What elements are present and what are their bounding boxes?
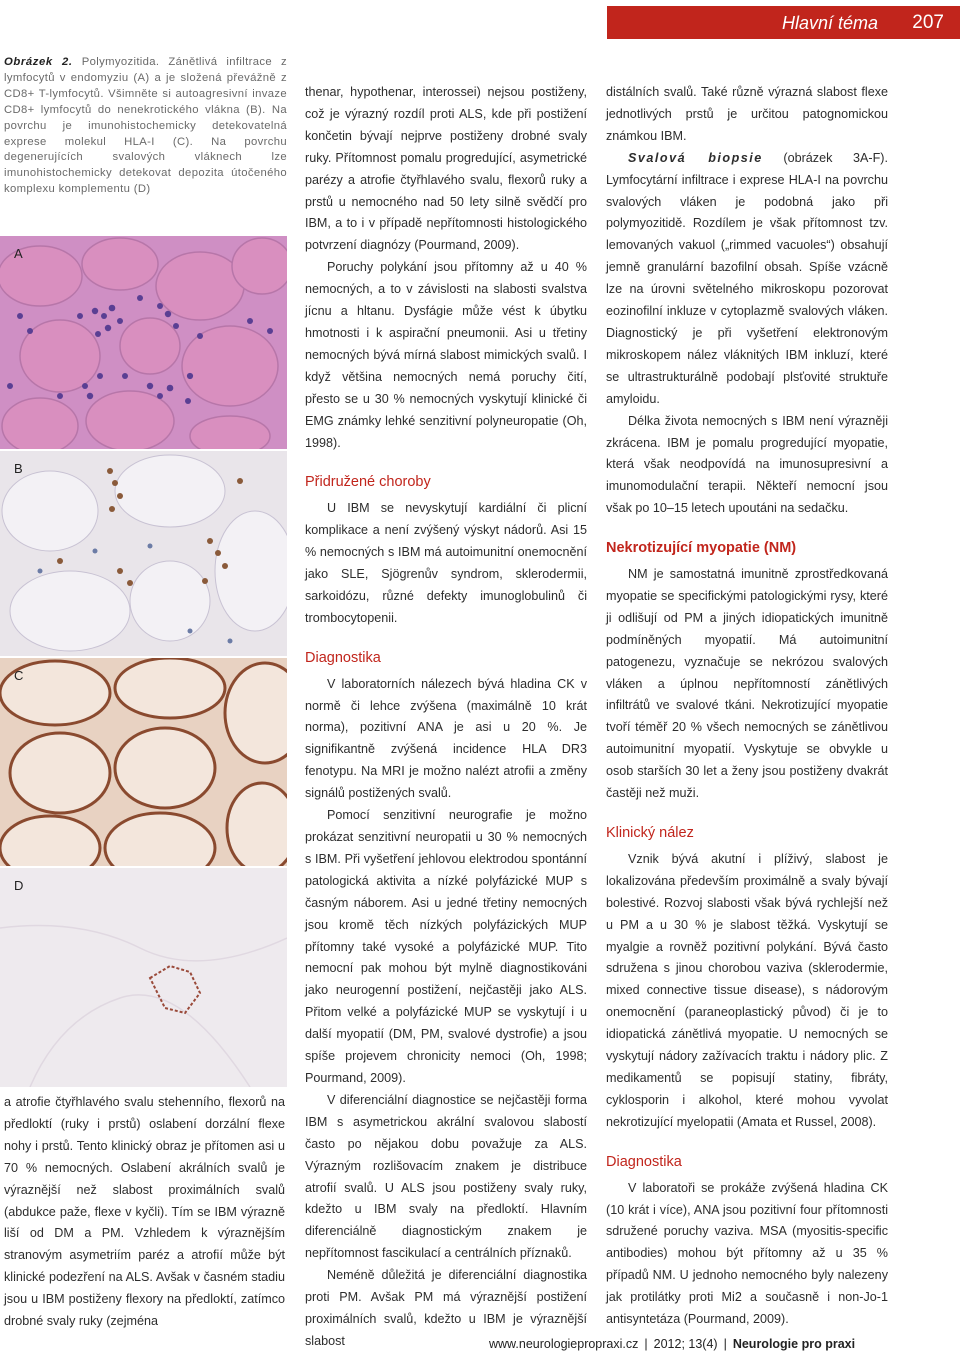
heading-diagnostika: Diagnostika bbox=[305, 649, 381, 666]
figure-reference: (obrázek 3A-F). bbox=[762, 150, 888, 165]
panel-label-a: A bbox=[14, 246, 23, 261]
column-1 bbox=[4, 1092, 285, 1333]
section-header bbox=[607, 6, 960, 39]
column-3 bbox=[606, 82, 888, 1331]
panel-label-d: D bbox=[14, 878, 24, 893]
col3-paragraph-2 bbox=[606, 148, 888, 411]
histology-image-c bbox=[0, 658, 287, 866]
col2-paragraph-1: thenar, hypothenar, interossei) nejsou postiženy, což je výrazný rozdíl proti ALS, kde při postižení končetin bývají nejprve postiženy drobné svaly ruky. Přítomnost pomalu progredující, asymetrické parézy a atrofie čtyřhlavého svalu, flexorů ruky a prstů u nemocného nad 50 lety silně svědčí pro IBM, a to i v případě nepřítomnosti histologického potvrzení diagnózy (Pourmand, 2009). bbox=[305, 85, 587, 253]
heading-klinicky-nalez: Klinický nález bbox=[606, 825, 694, 841]
heading-diagnostika-nm: Diagnostika bbox=[606, 1153, 682, 1170]
heading-pridruzene-choroby: Přidružené choroby bbox=[305, 474, 431, 491]
col2-paragraph-4: V laboratorních nálezech bývá hladina CK v normě či lehce zvýšena (maximálně 10 krát norma), pozitivní ANA je asi u 20 %. Je signifikantně zvýšená incidence HLA DR3 fenotypu. Na MRI je možno nalézt atrofii a změny signálů postižených svalů. bbox=[305, 676, 587, 801]
footer-url: www.neurologiepropraxi.cz bbox=[489, 1337, 639, 1351]
figure-caption-label: Obrázek 2. bbox=[4, 56, 73, 68]
heading-nekrotizujici-myopatie: Nekrotizující myopatie (NM) bbox=[606, 540, 797, 557]
column-2 bbox=[305, 82, 587, 1353]
col2-paragraph-7: Neméně důležitá je diferenciální diagnostika proti PM. Avšak PM má výraznější postižení proximálních svalů, kdežto u IBM je výraznější slabost bbox=[305, 1268, 587, 1348]
col3-paragraph-5: Vznik bývá akutní i plíživý, slabost je lokalizována především proximálně a svaly bývají bolestivé. Rozvoj slabosti však bývá rychlejší než u PM a u 30 % je slabost těžká. Vyskytují se myalgie a rovněž pozitivní polykání. Bývá často sdružena s jinou chorobou vaziva (sklerodermie, mixed connective tissue disease), s nádorovým onemocnění (paraneoplastický původ) či je to idiopatická zánětlivá myopatie. U nemocných se vyskytují nádory zažívacích traktu i nádory plic. Z medikamentů se popisují statiny, fibráty, cyklosporin i alkohol, které mohou vyvolat nekrotizující myelopatii (Amata et Russel, 2008). bbox=[606, 851, 888, 1129]
col3-paragraph-2-text: Lymfocytární infiltrace i exprese HLA-I na povrchu svalových vláken je podobná jako při polymyozitidě. Rozdílem je však přítomnost tzv. lemovaných vakuol („rimmed vacuoles“) obsahují jemně granulární bazofilní obsah. Spíše vzácně lze na úrovni světelného mikroskopu pozorovat eozinofilní inkluze v cytoplazmě svalových vláken. Diagnostický je při vyšetření elektronovým mikroskopem nález vláknitých IBM inkluzí, které se ultrastrukturálně podobají plsťovité struktuře amyloidu. bbox=[606, 172, 888, 406]
footer-journal: Neurologie pro praxi bbox=[732, 1337, 856, 1351]
col3-paragraph-4: NM je samostatná imunitně zprostředkovaná myopatie se specifickými patologickými rysy, které ji odlišují od PM a jiných idiopatických imunitně podmíněných myopatií. Má autoimunitní patogenezu, vyznačuje se nekrózou svalových vláken a úplnou nepřítomností zánětlivých infiltrátů ve svalové tkáni. Nekrotizující myopatie tvoří téměř 20 % všech nemocných se zánětlivou autoimunitní myopatií. Vyskytuje se obvykle u osob starších 30 let a ženy jsou postiženy dvakrát častěji než muži. bbox=[606, 567, 888, 801]
col3-paragraph-6: V laboratoři se prokáže zvýšená hladina CK (10 krát i více), ANA jsou pozitivní four přítomnosti sdružené poruchy vaziva. MSA (myositis-specific antibodies) mohou být přítomny až u 35 % případů NM. U jednoho nemocného byly nalezeny jak protilátky proti Mi2 a současně i non-Jo-1 antisyntetáza (Pourmand, 2009). bbox=[606, 1180, 888, 1327]
panel-label-c: C bbox=[14, 668, 24, 683]
figure-panel-c bbox=[0, 658, 287, 866]
footer-issue: 2012; 13(4) bbox=[653, 1337, 718, 1351]
col2-paragraph-6: V diferenciální diagnostice se nejčastěji forma IBM s asymetrickou akrální svalovou slabostí často po nějakou dobu považuje za ALS. Výrazným rozlišovacím znakem je distribuce atrofií svalů. U ALS jsou postiženy svaly ruky, kdežto u IBM svaly na předloktí. Hlavním diferenciálně diagnostickým znakem je nepřítomnost fascikulací a centrálních příznaků. bbox=[305, 1092, 587, 1261]
histology-image-b bbox=[0, 451, 287, 656]
col3-paragraph-3: Délka života nemocných s IBM není výrazněji zkrácena. IBM je pomalu progredující myopatie, která však neodpovídá na imunosupresivní a imunomodulační terapii. Někteří nemocní jsou však po 10–15 letech upoutáni na sedačku. bbox=[606, 413, 888, 516]
col3-paragraph-1: distálních svalů. Také různě výrazná slabost flexe jednotlivých prstů je určitou patognomickou známkou IBM. bbox=[606, 85, 888, 143]
figure-panel-a bbox=[0, 236, 287, 449]
col2-paragraph-5: Pomocí senzitivní neurografie je možno prokázat senzitivní neuropatii u 30 % nemocných s IBM. Při vyšetření jehlovou elektrodou spontánní patologická aktivita a nízké polyfázické MUP s časným náborem. Asi u jedné třetiny nemocných jsou kromě těch nízkých polyfázických MUP přítomny také vysoké a polyfázické MUP. Tito nemocní pak mohou být mylně diagnostikováni jako neurogenní postižení, nejčastěji jako ALS. Přitom velké a polyfázické MUP se vyskytují i u další myopatií (DM, PM, svalové dystrofie) a jsou spíše projevem chronicity nemoci (Oh, 1998; Pourmand, 2009). bbox=[305, 808, 587, 1085]
panel-label-b: B bbox=[14, 461, 23, 476]
histology-image-a bbox=[0, 236, 287, 449]
figure-panel-d bbox=[0, 868, 287, 1087]
figure-panel-b bbox=[0, 451, 287, 656]
col1-paragraph: a atrofie čtyřhlavého svalu stehenního, flexorů na předloktí (ruky i prstů) oslabení dorzální flexe nohy i prstů. Tento klinický obraz je přítomen asi u 70 % nemocných. Oslabení akrálních svalů je výraznější než slabost proximálních svalů (abdukce paže, flexe v kyčli). Tím se IBM výrazně liší od DM a PM. Vzhledem k výraznějším stranovým asymetriím paréz a atrofií může být klinické podezření na ALS. Avšak v časném stadiu jsou u IBM postiženy flexory na předloktí, zatímco drobné svaly ruky (zejména bbox=[4, 1095, 285, 1329]
page-footer: www.neurologiepropraxi.cz | 2012; 13(4) | Neurologie pro praxi bbox=[489, 1337, 856, 1351]
figure-caption bbox=[4, 55, 287, 198]
figure-caption-text: Polymyozitida. Zánětlivá infiltrace z lymfocytů v endomyziu (A) a je složená převážně z CD8+ T-lymfocytů. Všimněte si autoagresivní invaze CD8+ lymfocytů do nenekrotického vlákna (B). Na povrchu je imunohistochemicky detekovatelná exprese molekul HLA-I (C). Na povrchu degenerujících svalových vláknech lze imunohistochemicky detekovat depozita útočeného komplexu komplementu (D) bbox=[4, 56, 287, 196]
histology-image-d bbox=[0, 868, 287, 1087]
col2-paragraph-2: Poruchy polykání jsou přítomny až u 40 % nemocných, a to v závislosti na slabosti svalstva jícnu a hltanu. Dysfágie může vést k úbytku hmotnosti i k aspirační pneumonii. Asi u třetiny nemocných bývá mírná slabost mimických svalů. I když většina nemocných nemá poruchy čití, přesto se u 30 % nemocných vyskytují klinické či EMG známky lehké senzitivní polyneuropatie (Oh, 1998). bbox=[305, 260, 587, 450]
section-title: Hlavní téma bbox=[781, 13, 878, 33]
svalova-biopsie-lead: Svalová biopsie bbox=[628, 150, 763, 165]
col2-paragraph-3: U IBM se nevyskytují kardiální či plicní komplikace a není zvýšený výskyt nádorů. Asi 15 % nemocných s IBM má autoimunitní onemocnění jako SLE, Sjögrenův syndrom, sklerodermii, sarkoidózu, různé defekty imunoglobulinů či trombocytopenii. bbox=[305, 501, 587, 625]
page-number: 207 bbox=[912, 12, 944, 33]
